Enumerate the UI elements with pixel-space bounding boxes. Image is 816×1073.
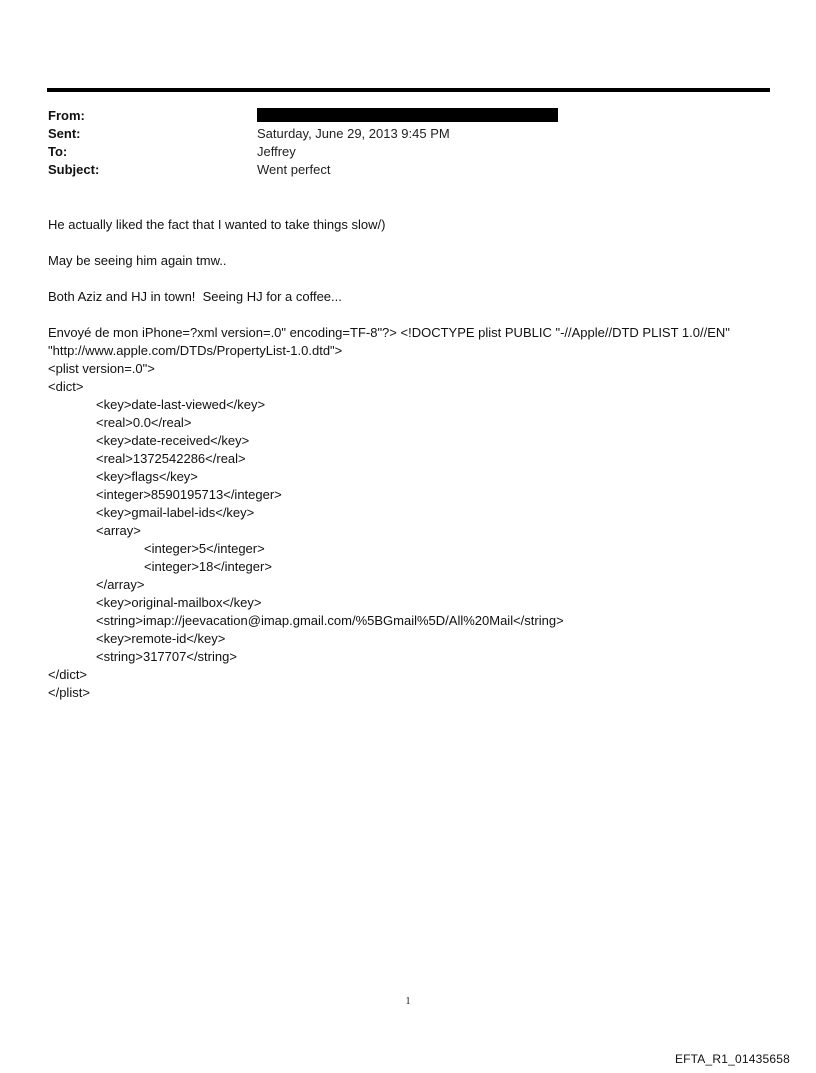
- to-label: To:: [48, 144, 68, 159]
- body-line: <integer>18</integer>: [144, 559, 272, 574]
- body-line: </dict>: [48, 667, 88, 682]
- body-line: <dict>: [48, 379, 84, 394]
- body-line: <key>date-last-viewed</key>: [96, 397, 266, 412]
- sent-value: Saturday, June 29, 2013 9:45 PM: [257, 126, 450, 141]
- body-line: <array>: [96, 523, 141, 538]
- message-body: [48, 216, 778, 702]
- body-line: <string>imap://jeevacation@imap.gmail.com/%5BGmail%5D/All%20Mail</string>: [96, 613, 564, 628]
- body-line: <key>date-received</key>: [96, 433, 250, 448]
- body-line: <integer>5</integer>: [144, 541, 265, 556]
- body-line: </plist>: [48, 685, 90, 700]
- header-rule: [47, 88, 770, 92]
- sent-label: Sent:: [48, 126, 81, 141]
- from-label: From:: [48, 108, 85, 123]
- body-line: May be seeing him again tmw..: [48, 253, 227, 268]
- body-line: <key>original-mailbox</key>: [96, 595, 262, 610]
- body-line: </array>: [96, 577, 145, 592]
- page-number: 1: [405, 996, 411, 1007]
- body-line: <key>remote-id</key>: [96, 631, 226, 646]
- body-line: Envoyé de mon iPhone=?xml version=.0" encoding=TF-8"?> <!DOCTYPE plist PUBLIC "-//Apple//DTD PLIST 1.0//EN": [48, 325, 730, 340]
- bates-number: EFTA_R1_01435658: [674, 1052, 790, 1066]
- body-line: <plist version=.0">: [48, 361, 155, 376]
- to-value: Jeffrey: [257, 144, 296, 159]
- redacted-sender: [257, 108, 558, 122]
- body-line: <key>gmail-label-ids</key>: [96, 505, 255, 520]
- body-line: <real>0.0</real>: [96, 415, 192, 430]
- body-line: He actually liked the fact that I wanted to take things slow/): [48, 217, 386, 232]
- body-line: <string>317707</string>: [96, 649, 237, 664]
- body-line: <integer>8590195713</integer>: [96, 487, 282, 502]
- body-line: <key>flags</key>: [96, 469, 198, 484]
- subject-value: Went perfect: [257, 162, 331, 177]
- subject-label: Subject:: [48, 162, 100, 177]
- body-line: "http://www.apple.com/DTDs/PropertyList-1.0.dtd">: [48, 343, 343, 358]
- body-line: Both Aziz and HJ in town! Seeing HJ for a coffee...: [48, 289, 342, 304]
- body-line: <real>1372542286</real>: [96, 451, 246, 466]
